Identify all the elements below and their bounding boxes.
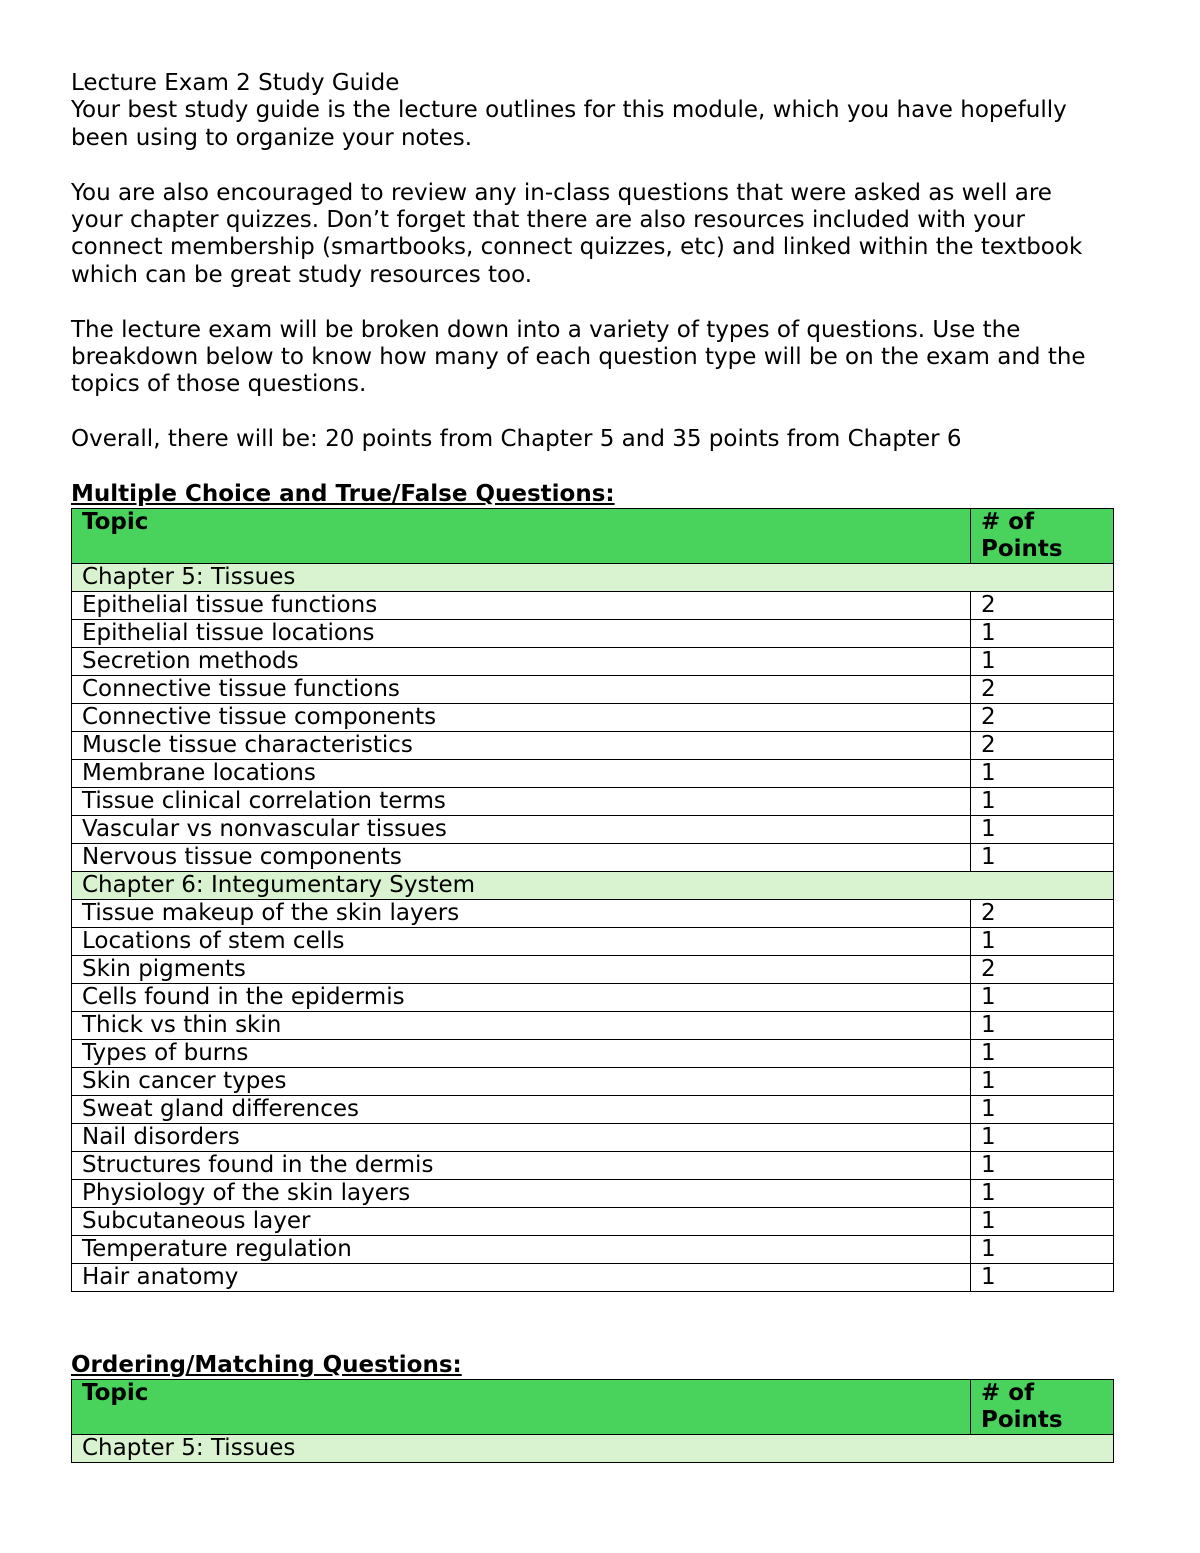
table-row	[72, 1152, 1114, 1180]
points-cell: 2	[971, 900, 1114, 928]
table-row	[72, 956, 1114, 984]
points-cell: 2	[971, 732, 1114, 760]
overall-points: Overall, there will be: 20 points from Chapter 5 and 35 points from Chapter 6	[71, 426, 962, 453]
topic-cell: Muscle tissue characteristics	[72, 732, 971, 760]
para3-line: breakdown below to know how many of each question type will be on the exam and the	[71, 344, 1086, 371]
topic-cell: Connective tissue components	[72, 704, 971, 732]
topic-cell: Skin cancer types	[72, 1068, 971, 1096]
para2-line: connect membership (smartbooks, connect quizzes, etc) and linked within the textbook	[71, 234, 1083, 261]
table-row	[72, 1096, 1114, 1124]
intro-line: been using to organize your notes.	[71, 124, 473, 151]
para3-line: The lecture exam will be broken down into a variety of types of questions. Use the	[71, 316, 1021, 343]
topic-cell: Secretion methods	[72, 648, 971, 676]
table-row	[72, 1208, 1114, 1236]
header-topic: Topic	[72, 1380, 971, 1435]
table-row	[72, 928, 1114, 956]
table-row	[72, 648, 1114, 676]
table-row	[72, 760, 1114, 788]
om-table	[71, 1379, 1114, 1463]
points-cell: 1	[971, 1012, 1114, 1040]
table-row	[72, 704, 1114, 732]
points-cell: 1	[971, 760, 1114, 788]
table-row	[72, 1236, 1114, 1264]
topic-cell: Temperature regulation	[72, 1236, 971, 1264]
table-row	[72, 844, 1114, 872]
table-row	[72, 1040, 1114, 1068]
points-cell: 1	[971, 1152, 1114, 1180]
para3-line: topics of those questions.	[71, 371, 367, 398]
points-cell: 1	[971, 1208, 1114, 1236]
header-topic: Topic	[72, 509, 971, 564]
mc-table	[71, 508, 1114, 1292]
points-cell: 1	[971, 1124, 1114, 1152]
table-row	[72, 676, 1114, 704]
topic-cell: Connective tissue functions	[72, 676, 971, 704]
topic-cell: Vascular vs nonvascular tissues	[72, 816, 971, 844]
table-row	[72, 1124, 1114, 1152]
points-cell: 1	[971, 1068, 1114, 1096]
points-cell: 1	[971, 788, 1114, 816]
points-cell: 2	[971, 956, 1114, 984]
points-cell: 1	[971, 620, 1114, 648]
topic-cell: Physiology of the skin layers	[72, 1180, 971, 1208]
table-row	[72, 1068, 1114, 1096]
chapter-row	[72, 1435, 1114, 1463]
para2-line: which can be great study resources too.	[71, 261, 533, 288]
chapter6-label: Chapter 6: Integumentary System	[72, 872, 1114, 900]
om-section-title: Ordering/Matching Questions:	[71, 1352, 462, 1379]
mc-section-title: Multiple Choice and True/False Questions:	[71, 481, 615, 508]
table-header-row	[72, 1380, 1114, 1435]
chapter5-label: Chapter 5: Tissues	[72, 564, 1114, 592]
topic-cell: Cells found in the epidermis	[72, 984, 971, 1012]
chapter-row	[72, 872, 1114, 900]
table-row	[72, 900, 1114, 928]
topic-cell: Structures found in the dermis	[72, 1152, 971, 1180]
topic-cell: Hair anatomy	[72, 1264, 971, 1292]
points-cell: 1	[971, 816, 1114, 844]
table-row	[72, 788, 1114, 816]
topic-cell: Epithelial tissue functions	[72, 592, 971, 620]
points-cell: 1	[971, 1180, 1114, 1208]
chapter5-label: Chapter 5: Tissues	[72, 1435, 1114, 1463]
document-page	[71, 70, 1113, 1463]
table-row	[72, 1180, 1114, 1208]
points-cell: 1	[971, 1264, 1114, 1292]
topic-cell: Sweat gland differences	[72, 1096, 971, 1124]
topic-cell: Membrane locations	[72, 760, 971, 788]
topic-cell: Skin pigments	[72, 956, 971, 984]
points-cell: 1	[971, 1236, 1114, 1264]
table-row	[72, 620, 1114, 648]
topic-cell: Subcutaneous layer	[72, 1208, 971, 1236]
header-points: # of Points	[971, 509, 1114, 564]
chapter-row	[72, 564, 1114, 592]
table-row	[72, 732, 1114, 760]
table-row	[72, 984, 1114, 1012]
points-cell: 1	[971, 648, 1114, 676]
topic-cell: Tissue clinical correlation terms	[72, 788, 971, 816]
topic-cell: Thick vs thin skin	[72, 1012, 971, 1040]
points-cell: 1	[971, 928, 1114, 956]
points-cell: 2	[971, 704, 1114, 732]
points-cell: 1	[971, 984, 1114, 1012]
para2-line: your chapter quizzes. Don’t forget that there are also resources included with your	[71, 207, 1026, 234]
topic-cell: Locations of stem cells	[72, 928, 971, 956]
doc-title: Lecture Exam 2 Study Guide	[71, 70, 400, 96]
para2-line: You are also encouraged to review any in-class questions that were asked as well are	[71, 179, 1052, 206]
points-cell: 1	[971, 1040, 1114, 1068]
header-points: # of Points	[971, 1380, 1114, 1435]
topic-cell: Epithelial tissue locations	[72, 620, 971, 648]
points-cell: 2	[971, 592, 1114, 620]
topic-cell: Tissue makeup of the skin layers	[72, 900, 971, 928]
table-row	[72, 592, 1114, 620]
topic-cell: Nail disorders	[72, 1124, 971, 1152]
table-row	[72, 1012, 1114, 1040]
table-row	[72, 1264, 1114, 1292]
topic-cell: Types of burns	[72, 1040, 971, 1068]
points-cell: 1	[971, 1096, 1114, 1124]
topic-cell: Nervous tissue components	[72, 844, 971, 872]
table-header-row	[72, 509, 1114, 564]
points-cell: 1	[971, 844, 1114, 872]
table-row	[72, 816, 1114, 844]
points-cell: 2	[971, 676, 1114, 704]
intro-line: Your best study guide is the lecture outlines for this module, which you have hopefully	[71, 97, 1067, 124]
